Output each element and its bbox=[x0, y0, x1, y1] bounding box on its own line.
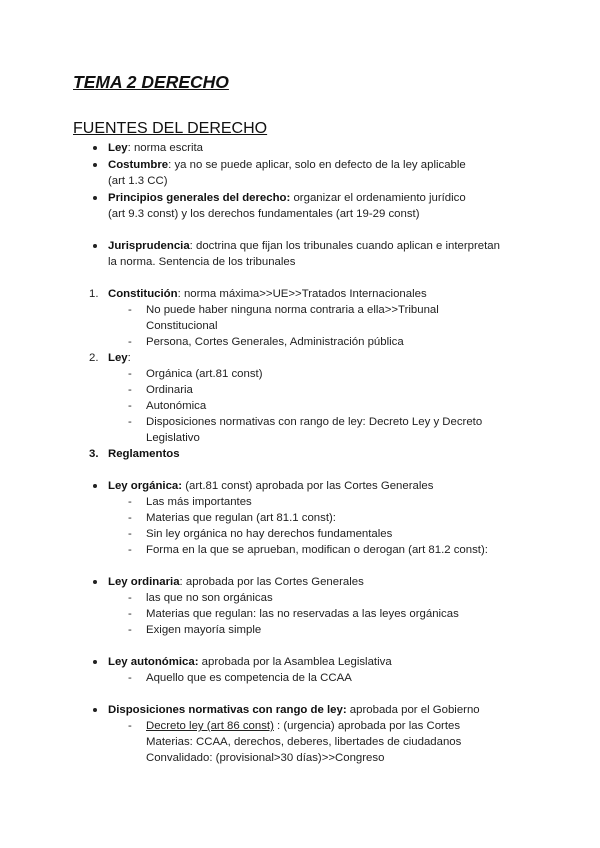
list-item-continuation: la norma. Sentencia de los tribunales bbox=[108, 256, 296, 268]
sub-item: Forma en la que se aprueban, modifican o derogan (art 81.2 const): bbox=[146, 544, 488, 556]
list-item-continuation: (art 1.3 CC) bbox=[108, 175, 168, 187]
sub-item: Autonómica bbox=[146, 400, 207, 412]
list-item: Ley ordinaria: aprobada por las Cortes Generales bbox=[108, 576, 364, 588]
list-number: 3. bbox=[89, 448, 99, 460]
bullet-icon bbox=[93, 660, 97, 664]
dash-icon: - bbox=[128, 592, 132, 604]
bullet-icon bbox=[93, 146, 97, 150]
list-number: 2. bbox=[89, 352, 99, 364]
sub-item: No puede haber ninguna norma contraria a ella>>Tribunal bbox=[146, 304, 439, 316]
sub-item: Orgánica (art.81 const) bbox=[146, 368, 263, 380]
list-item: Ley autonómica: aprobada por la Asamblea Legislativa bbox=[108, 656, 392, 668]
sub-item: Las más importantes bbox=[146, 496, 252, 508]
sub-item: Aquello que es competencia de la CCAA bbox=[146, 672, 352, 684]
dash-icon: - bbox=[128, 336, 132, 348]
list-item: Ley orgánica: (art.81 const) aprobada por las Cortes Generales bbox=[108, 480, 434, 492]
bullet-icon bbox=[93, 484, 97, 488]
bullet-icon bbox=[93, 580, 97, 584]
list-item-continuation: (art 9.3 const) y los derechos fundamentales (art 19-29 const) bbox=[108, 208, 420, 220]
dash-icon: - bbox=[128, 544, 132, 556]
dash-icon: - bbox=[128, 608, 132, 620]
dash-icon: - bbox=[128, 496, 132, 508]
list-item: Ley: bbox=[108, 352, 131, 364]
sub-item: Exigen mayoría simple bbox=[146, 624, 262, 636]
sub-item: Ordinaria bbox=[146, 384, 193, 396]
sub-item-continuation: Constitucional bbox=[146, 320, 218, 332]
sub-item: Materias que regulan (art 81.1 const): bbox=[146, 512, 336, 524]
list-item: Costumbre: ya no se puede aplicar, solo en defecto de la ley aplicable bbox=[108, 159, 466, 171]
sub-item: Disposiciones normativas con rango de ley: Decreto Ley y Decreto bbox=[146, 416, 483, 428]
dash-icon: - bbox=[128, 720, 132, 732]
dash-icon: - bbox=[128, 528, 132, 540]
dash-icon: - bbox=[128, 512, 132, 524]
list-item: Constitución: norma máxima>>UE>>Tratados Internacionales bbox=[108, 288, 427, 300]
document-title: TEMA 2 DERECHO bbox=[73, 72, 229, 92]
dash-icon: - bbox=[128, 624, 132, 636]
dash-icon: - bbox=[128, 672, 132, 684]
dash-icon: - bbox=[128, 304, 132, 316]
sub-item: Decreto ley (art 86 const) : (urgencia) aprobada por las Cortes bbox=[146, 720, 461, 732]
bullet-icon bbox=[93, 708, 97, 712]
section-heading: FUENTES DEL DERECHO bbox=[73, 120, 268, 137]
list-item: Jurisprudencia: doctrina que fijan los tribunales cuando aplican e interpretan bbox=[108, 240, 500, 252]
sub-item-continuation: Materias: CCAA, derechos, deberes, libertades de ciudadanos bbox=[146, 736, 462, 748]
sub-item: Persona, Cortes Generales, Administración pública bbox=[146, 336, 404, 348]
dash-icon: - bbox=[128, 416, 132, 428]
bullet-icon bbox=[93, 196, 97, 200]
bullet-icon bbox=[93, 244, 97, 248]
list-item: Reglamentos bbox=[108, 448, 180, 460]
dash-icon: - bbox=[128, 384, 132, 396]
list-item: Ley: norma escrita bbox=[108, 142, 203, 154]
dash-icon: - bbox=[128, 400, 132, 412]
sub-item: Materias que regulan: las no reservadas a las leyes orgánicas bbox=[146, 608, 459, 620]
sub-item: las que no son orgánicas bbox=[146, 592, 273, 604]
sub-item-continuation: Legislativo bbox=[146, 432, 200, 444]
list-number: 1. bbox=[89, 288, 99, 300]
decreto-ley-reference: Decreto ley (art 86 const) bbox=[146, 720, 274, 732]
list-item: Principios generales del derecho: organizar el ordenamiento jurídico bbox=[108, 192, 466, 204]
sub-item: Sin ley orgánica no hay derechos fundamentales bbox=[146, 528, 393, 540]
list-item: Disposiciones normativas con rango de ley: aprobada por el Gobierno bbox=[108, 704, 480, 716]
dash-icon: - bbox=[128, 368, 132, 380]
sub-item-continuation: Convalidado: (provisional>30 días)>>Congreso bbox=[146, 752, 385, 764]
bullet-icon bbox=[93, 163, 97, 167]
